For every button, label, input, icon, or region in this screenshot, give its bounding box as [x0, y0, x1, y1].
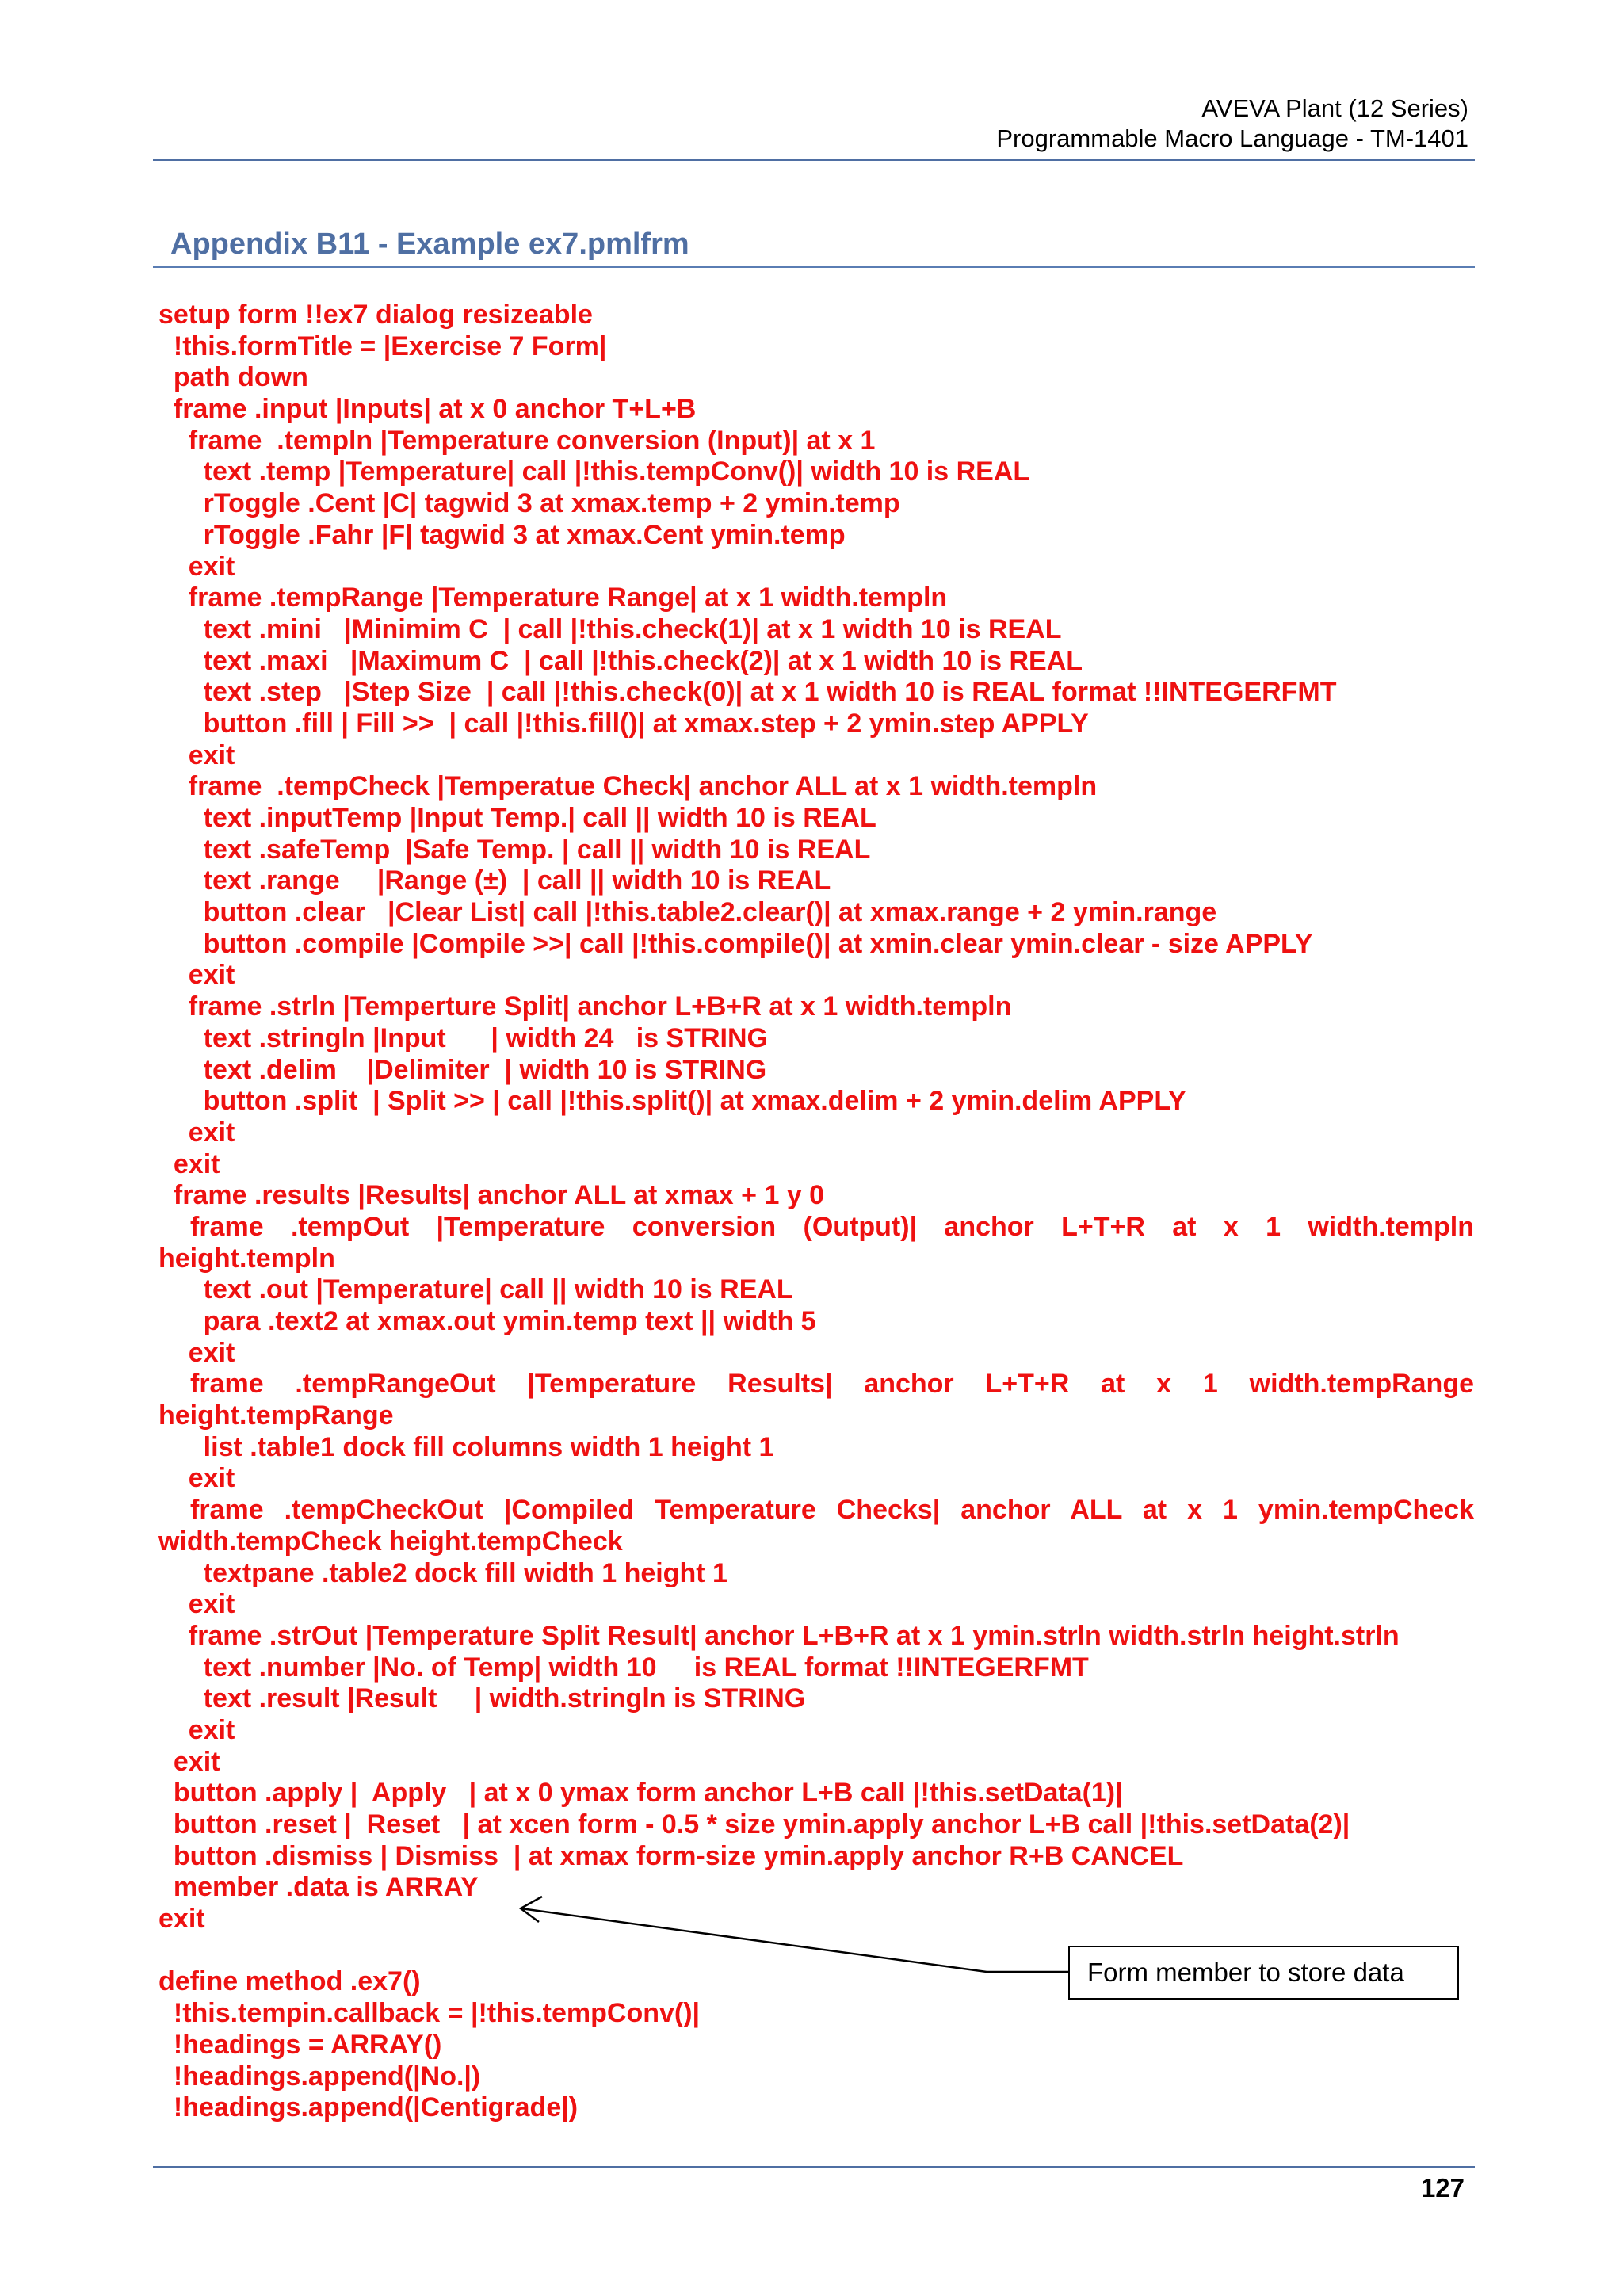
- header-product: AVEVA Plant (12 Series): [1201, 94, 1468, 122]
- code-line: exit: [158, 1148, 220, 1179]
- code-line: exit: [158, 1904, 205, 1935]
- code-line: setup form !!ex7 dialog resizeable: [158, 300, 593, 330]
- code-line: button .dismiss | Dismiss | at xmax form-size ymin.apply anchor R+B CANCEL: [158, 1840, 1184, 1871]
- code-line: list .table1 dock fill columns width 1 height 1: [158, 1431, 774, 1462]
- code-line: height.tempRange: [158, 1400, 394, 1431]
- code-line: frame .input |Inputs| at x 0 anchor T+L+B: [158, 394, 697, 425]
- code-line: textpane .table2 dock fill width 1 height 1: [158, 1557, 727, 1588]
- callout-box: Form member to store data: [1068, 1946, 1459, 2000]
- code-line: member .data is ARRAY: [158, 1872, 479, 1903]
- code-line: frame .tempCheckOut |Compiled Temperature Checks| anchor ALL at x 1 ymin.tempCheck: [190, 1495, 1474, 1526]
- code-line: exit: [158, 1714, 235, 1745]
- code-line: button .clear |Clear List| call |!this.table2.clear()| at xmax.range + 2 ymin.range: [158, 897, 1217, 928]
- code-line: path down: [158, 362, 308, 393]
- code-line: frame .tempCheck |Temperatue Check| anchor ALL at x 1 width.templn: [158, 771, 1098, 802]
- code-line: !this.formTitle = |Exercise 7 Form|: [158, 330, 607, 361]
- code-line: para .text2 at xmax.out ymin.temp text || width 5: [158, 1306, 816, 1336]
- code-line: text .maxi |Maximum C | call |!this.check(2)| at x 1 width 10 is REAL: [158, 645, 1083, 676]
- code-line: text .step |Step Size | call |!this.check(0)| at x 1 width 10 is REAL format !!INTEGERFMT: [158, 677, 1337, 708]
- code-line: exit: [158, 551, 235, 582]
- code-line: exit: [158, 1117, 235, 1148]
- code-line: button .fill | Fill >> | call |!this.fill()| at xmax.step + 2 ymin.step APPLY: [158, 708, 1089, 739]
- code-line: frame .tempOut |Temperature conversion (Output)| anchor L+T+R at x 1 width.templn: [190, 1211, 1474, 1242]
- code-line: exit: [158, 1746, 220, 1777]
- code-line: !headings = ARRAY(): [158, 2029, 442, 2060]
- code-line: !this.tempin.callback = |!this.tempConv()|: [158, 1998, 701, 2029]
- code-line: rToggle .Fahr |F| tagwid 3 at xmax.Cent ymin.temp: [158, 519, 846, 550]
- section-title: Appendix B11 - Example ex7.pmlfrm: [170, 227, 689, 261]
- code-line: frame .tempRangeOut |Temperature Results| anchor L+T+R at x 1 width.tempRange: [190, 1369, 1474, 1400]
- code-line: frame .strln |Temperture Split| anchor L+B+R at x 1 width.templn: [158, 991, 1012, 1022]
- code-line: !headings.append(|No.|): [158, 2061, 481, 2092]
- code-line: frame .templn |Temperature conversion (Input)| at x 1: [158, 425, 876, 456]
- code-line: exit: [158, 739, 235, 770]
- code-line: frame .results |Results| anchor ALL at xmax + 1 y 0: [158, 1180, 825, 1211]
- code-line: frame .strOut |Temperature Split Result| anchor L+B+R at x 1 ymin.strln width.strln height.strln: [158, 1620, 1400, 1651]
- code-line: text .stringln |Input | width 24 is STRING: [158, 1022, 768, 1053]
- code-line: text .inputTemp |Input Temp.| call || width 10 is REAL: [158, 803, 876, 833]
- footer-rule: [153, 2166, 1475, 2168]
- code-line: define method .ex7(): [158, 1966, 421, 1997]
- code-line: width.tempCheck height.tempCheck: [158, 1526, 623, 1557]
- code-line: text .temp |Temperature| call |!this.tempConv()| width 10 is REAL: [158, 457, 1030, 487]
- header-course: Programmable Macro Language - TM-1401: [996, 124, 1468, 152]
- code-line: text .out |Temperature| call || width 10 is REAL: [158, 1274, 793, 1305]
- code-line: text .range |Range (±) | call || width 10 is REAL: [158, 865, 831, 896]
- code-line: height.templn: [158, 1243, 335, 1274]
- code-line: button .apply | Apply | at x 0 ymax form anchor L+B call |!this.setData(1)|: [158, 1778, 1123, 1809]
- code-line: rToggle .Cent |C| tagwid 3 at xmax.temp + 2 ymin.temp: [158, 488, 900, 519]
- code-line: exit: [158, 1463, 235, 1494]
- code-line: text .mini |Minimim C | call |!this.check(1)| at x 1 width 10 is REAL: [158, 613, 1062, 644]
- code-line: button .compile |Compile >>| call |!this.compile()| at xmin.clear ymin.clear - size APPLY: [158, 928, 1313, 959]
- code-line: button .reset | Reset | at xcen form - 0.5 * size ymin.apply anchor L+B call |!this.setData(2)|: [158, 1809, 1350, 1839]
- code-line: text .safeTemp |Safe Temp. | call || width 10 is REAL: [158, 834, 871, 865]
- page-number: 127: [1420, 2173, 1465, 2202]
- code-line: !headings.append(|Centigrade|): [158, 2092, 579, 2123]
- code-line: exit: [158, 1589, 235, 1620]
- code-line: exit: [158, 1337, 235, 1368]
- code-line: text .delim |Delimiter | width 10 is STRING: [158, 1054, 767, 1085]
- code-line: button .split | Split >> | call |!this.split()| at xmax.delim + 2 ymin.delim APPLY: [158, 1086, 1186, 1117]
- code-line: text .result |Result | width.stringln is STRING: [158, 1683, 806, 1714]
- code-line: exit: [158, 960, 235, 991]
- code-line: frame .tempRange |Temperature Range| at x 1 width.templn: [158, 583, 948, 613]
- code-line: text .number |No. of Temp| width 10 is REAL format !!INTEGERFMT: [158, 1652, 1089, 1683]
